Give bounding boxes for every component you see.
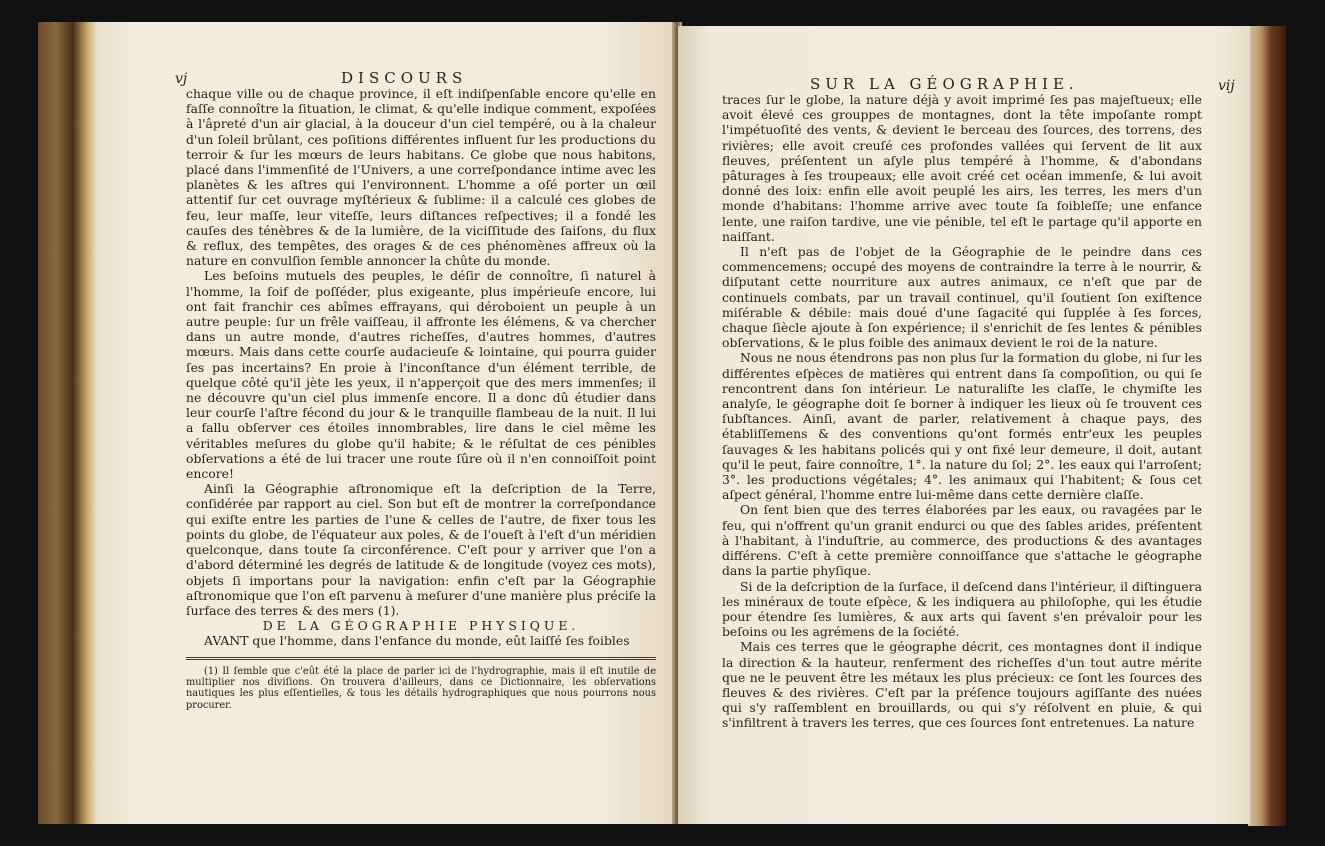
footnote-rule	[186, 657, 656, 660]
right-page-number: vij	[1218, 78, 1235, 94]
section-heading: DE LA GÉOGRAPHIE PHYSIQUE.	[262, 618, 580, 634]
paragraph: Ainſi la Géographie aſtronomique eſt la deſcription de la Terre, conſidérée par rapport au ciel. Son but eſt de montrer la correſpondance qui exiſte entre les parties de l'une & celles de l'autre, de fixer tous les points du globe, de l'équateur aux poles, & de l'oueſt à l'eſt d'un méridien quelconque, dans toute ſa circonférence. C'eſt pour y arriver que l'on a d'abord déterminé les degrés de latitude & de longitude (voyez ces mots), objets ſi importans pour la navigation: enfin c'eſt par la Géographie aſtronomique que l'on eſt parvenu à meſurer d'une manière plus préciſe la ſurface des terres & des mers (1).	[186, 481, 656, 618]
paragraph: Il n'eſt pas de l'objet de la Géographie de le peindre dans ces commencemens; occupé des moyens de contraindre la terre à le nourrir, & diſputant cette nourriture aux autres animaux, ce n'eſt que par de continuels combats, par un travail continuel, qu'il ſoutient ſon exiſtence miſérable & débile: mais doué d'une ſagacité qui ſupplée à ſes forces, chaque ſiècle ajoute à ſon expérience; il s'enrichit de ſes lentes & pénibles obſervations, & le plus foible des animaux devient le roi de la nature.	[722, 244, 1202, 351]
right-page	[678, 26, 1250, 824]
right-body-text	[722, 92, 1202, 731]
paragraph: Les beſoins mutuels des peuples, le déſir de connoître, ſi naturel à l'homme, la ſoif de poſſéder, plus exigeante, plus impérieuſe encore, lui ont fait franchir ces abîmes effrayans, qui déroboient un peuple à un autre peuple: ſur un frêle vaiſſeau, il affronte les élémens, & va chercher dans un autre monde, d'autres richeſſes, d'autres hommes, d'autres mœurs. Mais dans cette courſe audacieuſe & lointaine, qui pourra guider ſes pas incertains? En proie à l'inconſtance d'un élément terrible, de quelque côté qu'il jète les yeux, il n'apperçoit que des mers immenſes; il ne découvre qu'un ciel plus immenſe encore. Il a donc dû étudier dans leur courſe l'aſtre fécond du jour & le tranquille flambeau de la nuit. Il lui a fallu obſerver ces étoiles innombrables, lire dans le ciel même les véritables meſures du globe qu'il habite; & le réſultat de ces pénibles obſervations a été de lui tracer une route ſûre où il n'en connoiſſoit point encore!	[186, 268, 656, 482]
footnote: (1) Il ſemble que c'eût été la place de parler ici de l'hydrographie, mais il eſt inutile de multiplier nos diviſions. On trouvera d'ailleurs, dans ce Dictionnaire, les obſervations nautiques les plus eſſentielles, & tous les détails hydrographiques que nous pourrons nous procurer.	[186, 665, 656, 711]
left-body-text	[186, 86, 656, 711]
paragraph: chaque ville ou de chaque province, il eſt indiſpenſable encore qu'elle en faſſe connoître la ſituation, le climat, & qu'elle indique comment, expoſées à l'âpreté d'un air glacial, à la douceur d'un ciel tempéré, ou à la chaleur d'un ſoleil brûlant, ces poſitions différentes influent ſur les productions du terroir & ſur les mœurs de leurs habitans. Ce globe que nous habitons, placé dans l'immenſité de l'Univers, a une correſpondance intime avec les planètes & les aſtres qui l'environnent. L'homme a oſé porter un œil attentif ſur cet ouvrage myſtérieux & ſublime: il a calculé ces globes de feu, leur maſſe, leur viteſſe, leurs diſtances reſpectives; il a fondé les cauſes des ténèbres & de la lumière, de la viciſſitude des ſaiſons, du flux & reflux, des tempêtes, des orages & de ces phénomènes affreux où la nature en convulſion ſemble annoncer la chûte du monde.	[186, 86, 656, 269]
left-running-head: DISCOURS	[341, 69, 468, 87]
right-running-head: SUR LA GÉOGRAPHIE.	[810, 75, 1079, 93]
paragraph: Nous ne nous étendrons pas non plus ſur la formation du globe, ni ſur les différentes eſpèces de matières qui entrent dans ſa compoſition, ou qui ſe rencontrent dans ſon intérieur. Le naturaliſte les claſſe, le chymiſte les analyſe, le géographe doit ſe borner à indiquer les lieux où ſe trouvent ces ſubſtances. Ainſi, avant de parler, relativement à chaque pays, des établiſſemens & des conventions qu'ont formés entr'eux les peuples ſauvages & les habitans policés qui y ont fixé leur demeure, il doit, autant qu'il le peut, faire connoître, 1°. la nature du ſol; 2°. les eaux qui l'arroſent; 3°. les productions végétales; 4°. les animaux qui l'habitent; & ſous cet aſpect général, l'homme entre lui-même dans cette dernière claſſe.	[722, 350, 1202, 503]
right-binding	[1248, 26, 1286, 826]
paragraph: traces ſur le globe, la nature déjà y avoit imprimé ſes pas majeſtueux; elle avoit élevé ces grouppes de montagnes, dont la tête impoſante rompt l'impétuoſité des vents, & devient le berceau des ſources, des torrens, des rivières; elle avoit creuſé ces profondes vallées qui ſervent de lit aux fleuves, préſentent un aſyle plus tempéré à l'homme, & d'abondans pâturages à ſes troupeaux; elle avoit créé cet océan immenſe, & lui avoit donné des loix: enfin elle avoit peuplé les airs, les terres, les mers d'un monde d'habitans: l'homme arrive avec toute ſa foibleſſe; une enfance lente, une raiſon tardive, une vie pénible, tel eſt le partage qu'il apporte en naiſſant.	[722, 92, 1202, 244]
left-binding	[38, 22, 96, 824]
paragraph: AVANT que l'homme, dans l'enfance du monde, eût laiſſé ſes foibles	[204, 633, 630, 649]
paragraph: Si de la deſcription de la ſurface, il deſcend dans l'intérieur, il diſtinguera les minéraux de toute eſpèce, & les indiquera au philoſophe, qui les étudie pour étendre ſes lumières, & aux arts qui ſavent s'en prévaloir pour les beſoins ou les agrémens de la ſociété.	[722, 578, 1202, 640]
paragraph: On ſent bien que des terres élaborées par les eaux, ou ravagées par le feu, qui n'offrent qu'un granit endurci ou que des ſables arides, préſentent à l'habitant, à l'induſtrie, au commerce, des productions & des avantages différens. C'eſt à cette première connoiſſance que s'attache le géographe dans la partie phyſique.	[722, 502, 1202, 579]
left-page-number: vj	[175, 71, 188, 87]
left-page	[96, 22, 676, 824]
paragraph: Mais ces terres que le géographe décrit, ces montagnes dont il indique la direction & la hauteur, renferment des richeſſes d'un tout autre mérite que ne le peuvent être les métaux les plus précieux: ce ſont les ſources des fleuves & des rivières. C'eſt par la préſence toujours agiſſante des nuées qui s'y raſſemblent en brouillards, ou qui s'y réſolvent en pluie, & qui s'infiltrent à travers les terres, que ces ſources ſont entretenues. La nature	[722, 639, 1202, 731]
